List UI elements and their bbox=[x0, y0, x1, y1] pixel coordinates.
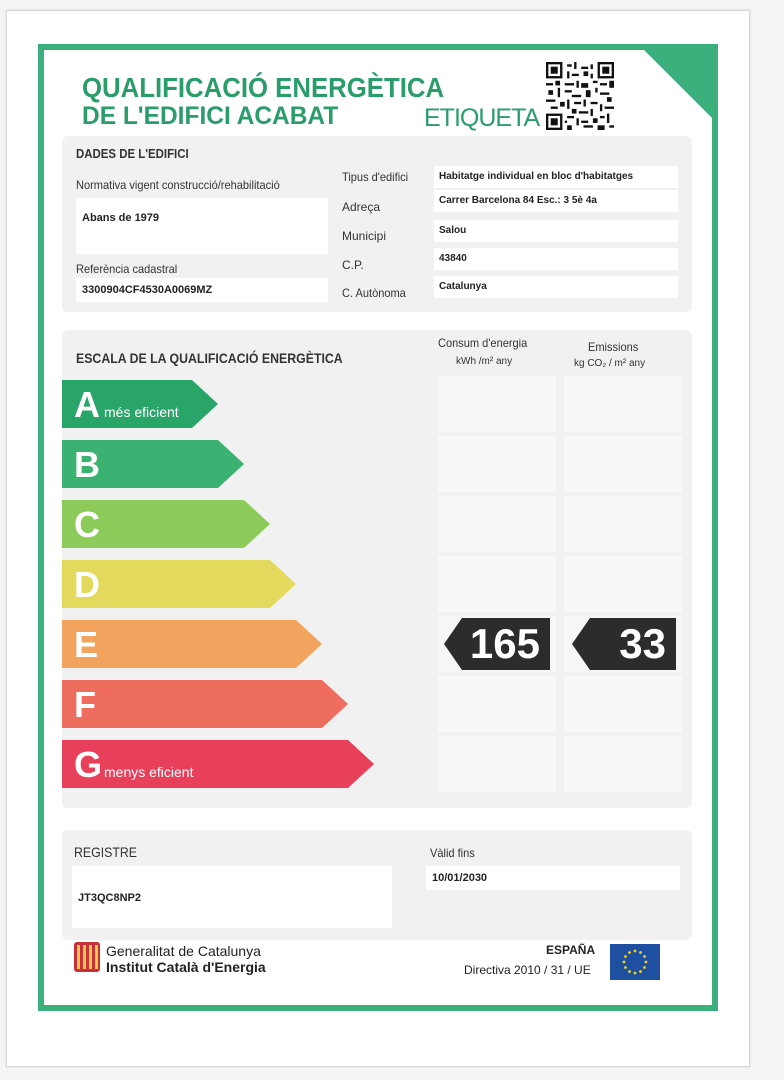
eu-flag-icon bbox=[610, 944, 660, 980]
municipality-field bbox=[434, 220, 678, 242]
cadastral-label: Referència cadastral bbox=[76, 262, 178, 276]
eu-star-icon bbox=[639, 970, 642, 973]
country-label: ESPAÑA bbox=[546, 943, 596, 957]
region-label: C. Autònoma bbox=[342, 286, 406, 300]
valid-until-field bbox=[426, 866, 680, 890]
registry-field bbox=[72, 866, 392, 928]
emissions-marker-value: 33 bbox=[619, 620, 666, 667]
class-arrow-shape bbox=[62, 680, 348, 728]
class-letter: A bbox=[74, 384, 100, 425]
frame-corner bbox=[638, 44, 718, 124]
municipality-value: Salou bbox=[439, 225, 467, 236]
building-data-panel bbox=[62, 136, 692, 312]
address-field bbox=[434, 190, 678, 212]
scale-section-title: ESCALA DE LA QUALIFICACIÓ ENERGÈTICA bbox=[76, 350, 343, 366]
emissions-header: Emissions bbox=[588, 340, 639, 354]
class-letter: G bbox=[74, 744, 103, 785]
consumption-cell bbox=[438, 436, 556, 492]
emissions-cell bbox=[564, 736, 682, 792]
consumption-cell bbox=[438, 736, 556, 792]
class-sublabel: més eficient bbox=[104, 404, 179, 420]
class-letter: E bbox=[74, 624, 99, 665]
cadastral-field bbox=[76, 278, 328, 302]
emissions-cell bbox=[564, 436, 682, 492]
class-arrow-d bbox=[62, 560, 296, 608]
qr-code-icon bbox=[546, 62, 614, 130]
regulation-value: Abans de 1979 bbox=[82, 212, 160, 224]
registry-label: REGISTRE bbox=[74, 844, 137, 860]
type-value: Habitatge individual en bloc d'habitatges bbox=[439, 171, 634, 182]
valid-until-value: 10/01/2030 bbox=[432, 872, 488, 884]
postal-value: 43840 bbox=[439, 253, 467, 264]
postal-field bbox=[434, 248, 678, 270]
title-line-1: QUALIFICACIÓ ENERGÈTICA bbox=[82, 72, 445, 103]
emissions-unit: kg CO₂ / m² any bbox=[574, 358, 646, 369]
directive-label: Directiva 2010 / 31 / UE bbox=[464, 963, 591, 977]
registry-value: JT3QC8NP2 bbox=[78, 892, 141, 904]
title-line-2: DE L'EDIFICI ACABAT bbox=[82, 102, 339, 130]
class-arrow-shape bbox=[62, 620, 322, 668]
emissions-cell bbox=[564, 496, 682, 552]
consumption-marker-value: 165 bbox=[469, 620, 540, 667]
cadastral-value: 3300904CF4530A0069MZ bbox=[82, 284, 213, 296]
eu-star-icon bbox=[645, 961, 648, 964]
energy-scale-panel bbox=[62, 330, 692, 808]
class-letter: C bbox=[74, 504, 100, 545]
class-arrow-c bbox=[62, 500, 270, 548]
class-arrow-a bbox=[62, 380, 218, 428]
eu-star-icon bbox=[643, 955, 646, 958]
consumption-marker bbox=[444, 618, 550, 670]
class-letter: B bbox=[74, 444, 100, 485]
type-field bbox=[434, 166, 678, 188]
class-arrow-b bbox=[62, 440, 244, 488]
class-arrow-g bbox=[62, 740, 374, 788]
consumption-cell bbox=[438, 556, 556, 612]
eu-star-icon bbox=[628, 951, 631, 954]
emissions-cell bbox=[564, 676, 682, 732]
class-arrow-e bbox=[62, 620, 322, 668]
emissions-cell bbox=[564, 376, 682, 432]
address-value: Carrer Barcelona 84 Esc.: 3 5è 4a bbox=[439, 195, 597, 206]
eu-star-icon bbox=[628, 970, 631, 973]
valid-until-label: Vàlid fins bbox=[430, 846, 475, 860]
eu-star-icon bbox=[623, 961, 626, 964]
address-label: Adreça bbox=[342, 200, 381, 214]
eu-star-icon bbox=[634, 972, 637, 975]
type-label: Tipus d'edifici bbox=[342, 170, 409, 184]
etiqueta-label: ETIQUETA bbox=[424, 104, 540, 132]
consumption-cell bbox=[438, 496, 556, 552]
regulation-label: Normativa vigent construcció/rehabilitació bbox=[76, 178, 280, 192]
eu-star-icon bbox=[639, 951, 642, 954]
org-line-1: Generalitat de Catalunya bbox=[106, 943, 261, 959]
eu-star-icon bbox=[624, 955, 627, 958]
consumption-cell bbox=[438, 676, 556, 732]
certificate-frame bbox=[38, 44, 718, 1011]
emissions-cell bbox=[564, 556, 682, 612]
consumption-cell bbox=[438, 376, 556, 432]
region-value: Catalunya bbox=[439, 281, 487, 292]
class-sublabel: menys eficient bbox=[104, 764, 194, 780]
class-letter: F bbox=[74, 684, 96, 725]
eu-star-icon bbox=[634, 950, 637, 953]
eu-star-icon bbox=[643, 966, 646, 969]
emissions-marker bbox=[572, 618, 676, 670]
eu-star-icon bbox=[624, 966, 627, 969]
org-line-2: Institut Català d'Energia bbox=[106, 959, 266, 975]
regulation-field bbox=[76, 198, 328, 254]
class-arrow-f bbox=[62, 680, 348, 728]
postal-label: C.P. bbox=[342, 258, 364, 272]
consumption-unit: kWh /m² any bbox=[456, 356, 513, 367]
municipality-label: Municipi bbox=[342, 229, 387, 243]
registry-panel bbox=[62, 830, 692, 940]
building-section-title: DADES DE L'EDIFICI bbox=[76, 146, 189, 161]
consumption-header: Consum d'energia bbox=[438, 336, 528, 350]
generalitat-logo-icon bbox=[74, 942, 100, 972]
class-letter: D bbox=[74, 564, 100, 605]
region-field bbox=[434, 276, 678, 298]
